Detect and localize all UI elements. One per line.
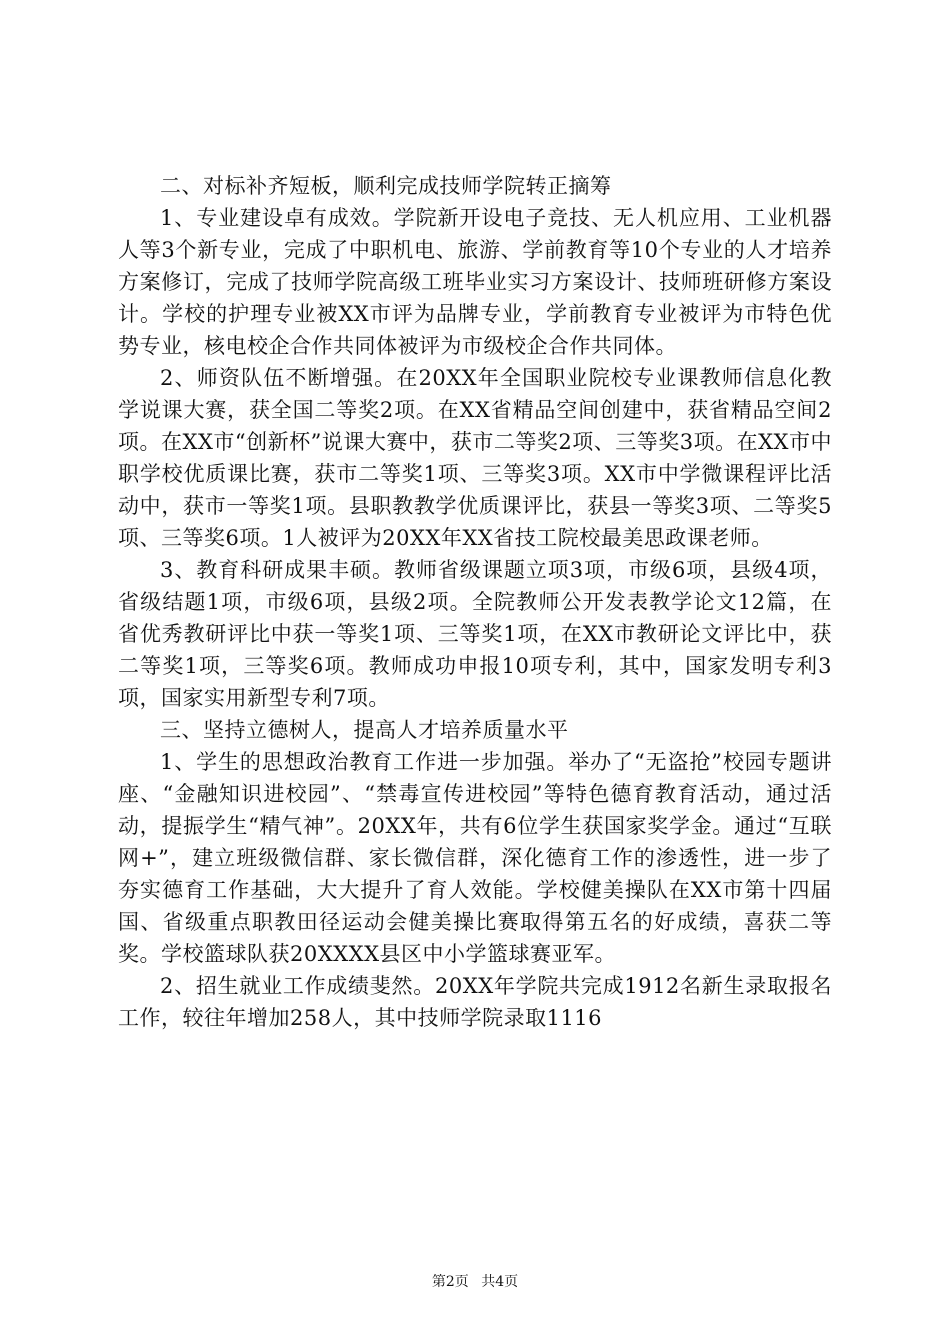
paragraph-teaching-staff: 2、师资队伍不断增强。在20XX年全国职业院校专业课教师信息化教学说课大赛，获全国二等奖2项。在XX省精品空间创建中，获省精品空间2项。在XX市“创新杯”说课大赛中，获市二等奖2项、三等奖3项。在XX市中职学校优质课比赛，获市二等奖1项、三等奖3项。XX市中学微课程评比活动中，获市一等奖1项。县职教教学优质课评比，获县一等奖3项、二等奖5项、三等奖6项。1人被评为20XX年XX省技工院校最美思政课老师。	[118, 366, 832, 550]
section-heading-3: 三、坚持立德树人，提高人才培养质量水平	[160, 718, 569, 742]
paragraph-enrollment: 2、招生就业工作成绩斐然。20XX年学院共完成1912名新生录取报名工作，较往年增加258人，其中技师学院录取1116	[118, 974, 832, 1030]
page-footer	[0, 1272, 950, 1292]
paragraph-major-construction: 1、专业建设卓有成效。学院新开设电子竞技、无人机应用、工业机器人等3个新专业，完成了中职机电、旅游、学前教育等10个专业的人才培养方案修订，完成了技师学院高级工班毕业实习方案设计、技师班研修方案设计。学校的护理专业被XX市评为品牌专业，学前教育专业被评为市特色优势专业，核电校企合作共同体被评为市级校企合作共同体。	[118, 206, 832, 358]
section-heading-2: 二、对标补齐短板，顺利完成技师学院转正摘筹	[160, 174, 612, 198]
paragraph-research-results: 3、教育科研成果丰硕。教师省级课题立项3项，市级6项，县级4项，省级结题1项，市级6项，县级2项。全院教师公开发表教学论文12篇，在省优秀教研评比中获一等奖1项、三等奖1项，在XX市教研论文评比中，获二等奖1项，三等奖6项。教师成功申报10项专利，其中，国家发明专利3项，国家实用新型专利7项。	[118, 558, 832, 710]
page-number: 第2页	[431, 1274, 469, 1290]
page-total: 共4页	[481, 1274, 519, 1290]
paragraph-student-education: 1、学生的思想政治教育工作进一步加强。举办了“无盗抢”校园专题讲座、“金融知识进校园”、“禁毒宣传进校园”等特色德育教育活动，通过活动，提振学生“精气神”。20XX年，共有6位学生获国家奖学金。通过“互联网+”，建立班级微信群、家长微信群，深化德育工作的渗透性，进一步了夯实德育工作基础，大大提升了育人效能。学校健美操队在XX市第十四届国、省级重点职教田径运动会健美操比赛取得第五名的好成绩，喜获二等奖。学校篮球队获20XXXX县区中小学篮球赛亚军。	[118, 750, 832, 966]
document-body	[118, 170, 832, 1034]
